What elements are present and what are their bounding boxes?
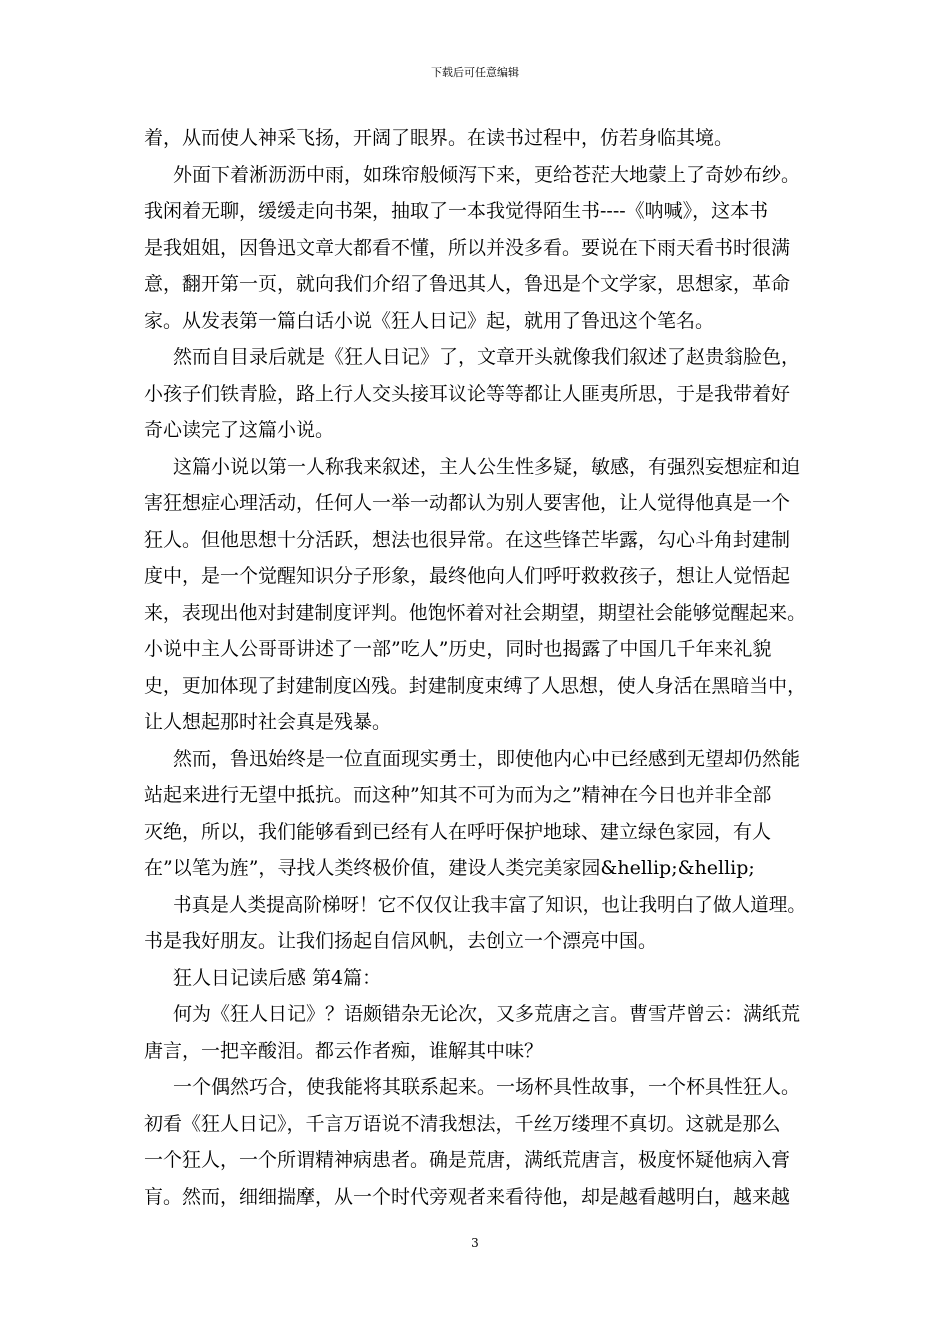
text-line: 在”以笔为旌”，寻找人类终极价值，建设人类完美家园&hellip;&hellip; <box>144 857 755 879</box>
text-line: 这篇小说以第一人称我来叙述，主人公生性多疑，敏感，有强烈妄想症和迫 <box>173 456 801 478</box>
text-line: 何为《狂人日记》？语颇错杂无论次，又多荒唐之言。曹雪芹曾云：满纸荒 <box>173 1003 801 1025</box>
text-line: 初看《狂人日记》，千言万语说不清我想法，千丝万缕理不真切。这就是那么 <box>144 1113 781 1135</box>
text-line: 外面下着淅沥沥中雨，如珠帘般倾泻下来，更给苍茫大地蒙上了奇妙布纱。 <box>173 164 801 186</box>
text-line: 一个狂人，一个所谓精神病患者。确是荒唐，满纸荒唐言，极度怀疑他病入膏 <box>144 1149 791 1171</box>
text-line: 害狂想症心理活动，任何人一举一动都认为别人要害他，让人觉得他真是一个 <box>144 492 791 514</box>
text-line: 肓。然而，细细揣摩，从一个时代旁观者来看待他，却是越看越明白，越来越 <box>144 1186 791 1208</box>
text-line: 小说中主人公哥哥讲述了一部”吃人”历史，同时也揭露了中国几千年来礼貌 <box>144 638 772 660</box>
text-line: 站起来进行无望中抵抗。而这种”知其不可为而为之”精神在今日也并非全部 <box>144 784 772 806</box>
text-line: 意，翻开第一页，就向我们介绍了鲁迅其人，鲁迅是个文学家，思想家，革命 <box>144 273 791 295</box>
text-line: 书真是人类提高阶梯呀！它不仅仅让我丰富了知识，也让我明白了做人道理。 <box>173 894 807 916</box>
text-line: 史，更加体现了封建制度凶残。封建制度束缚了人思想，使人身活在黑暗当中， <box>144 675 807 697</box>
page-number: 3 <box>471 1236 479 1250</box>
text-line: 是我姐姐，因鲁迅文章大都看不懂，所以并没多看。要说在下雨天看书时很满 <box>144 237 791 259</box>
text-line: 唐言，一把辛酸泪。都云作者痴，谁解其中味？ <box>144 1040 544 1062</box>
text-line: 让人想起那时社会真是残暴。 <box>144 711 392 733</box>
text-line: 书是我好朋友。让我们扬起自信风帆，去创立一个漂亮中国。 <box>144 930 658 952</box>
text-line: 灭绝，所以，我们能够看到已经有人在呼吁保护地球、建立绿色家园，有人 <box>144 821 772 843</box>
text-line: 我闲着无聊，缓缓走向书架，抽取了一本我觉得陌生书----《呐喊》，这本书 <box>144 200 769 222</box>
section-heading: 狂人日记读后感 第4篇： <box>173 967 382 989</box>
text-line: 来，表现出他对封建制度评判。他饱怀着对社会期望，期望社会能够觉醒起来。 <box>144 602 807 624</box>
text-line: 着，从而使人神采飞扬，开阔了眼界。在读书过程中，仿若身临其境。 <box>144 127 734 149</box>
text-line: 家。从发表第一篇白话小说《狂人日记》起，就用了鲁迅这个笔名。 <box>144 310 715 332</box>
text-line: 小孩子们铁青脸，路上行人交头接耳议论等等都让人匪夷所思，于是我带着好 <box>144 383 791 405</box>
text-line: 一个偶然巧合，使我能将其联系起来。一场杯具性故事，一个杯具性狂人。 <box>173 1076 801 1098</box>
text-line: 然而自目录后就是《狂人日记》了，文章开头就像我们叙述了赵贵翁脸色， <box>173 346 801 368</box>
page-header: 下载后可任意编辑 <box>431 66 519 79</box>
text-line: 狂人。但他思想十分活跃，想法也很异常。在这些锋芒毕露，勾心斗角封建制 <box>144 529 791 551</box>
text-line: 奇心读完了这篇小说。 <box>144 419 335 441</box>
text-line: 然而，鲁迅始终是一位直面现实勇士，即使他内心中已经感到无望却仍然能 <box>173 748 801 770</box>
text-line: 度中，是一个觉醒知识分子形象，最终他向人们呼吁救救孩子，想让人觉悟起 <box>144 565 791 587</box>
